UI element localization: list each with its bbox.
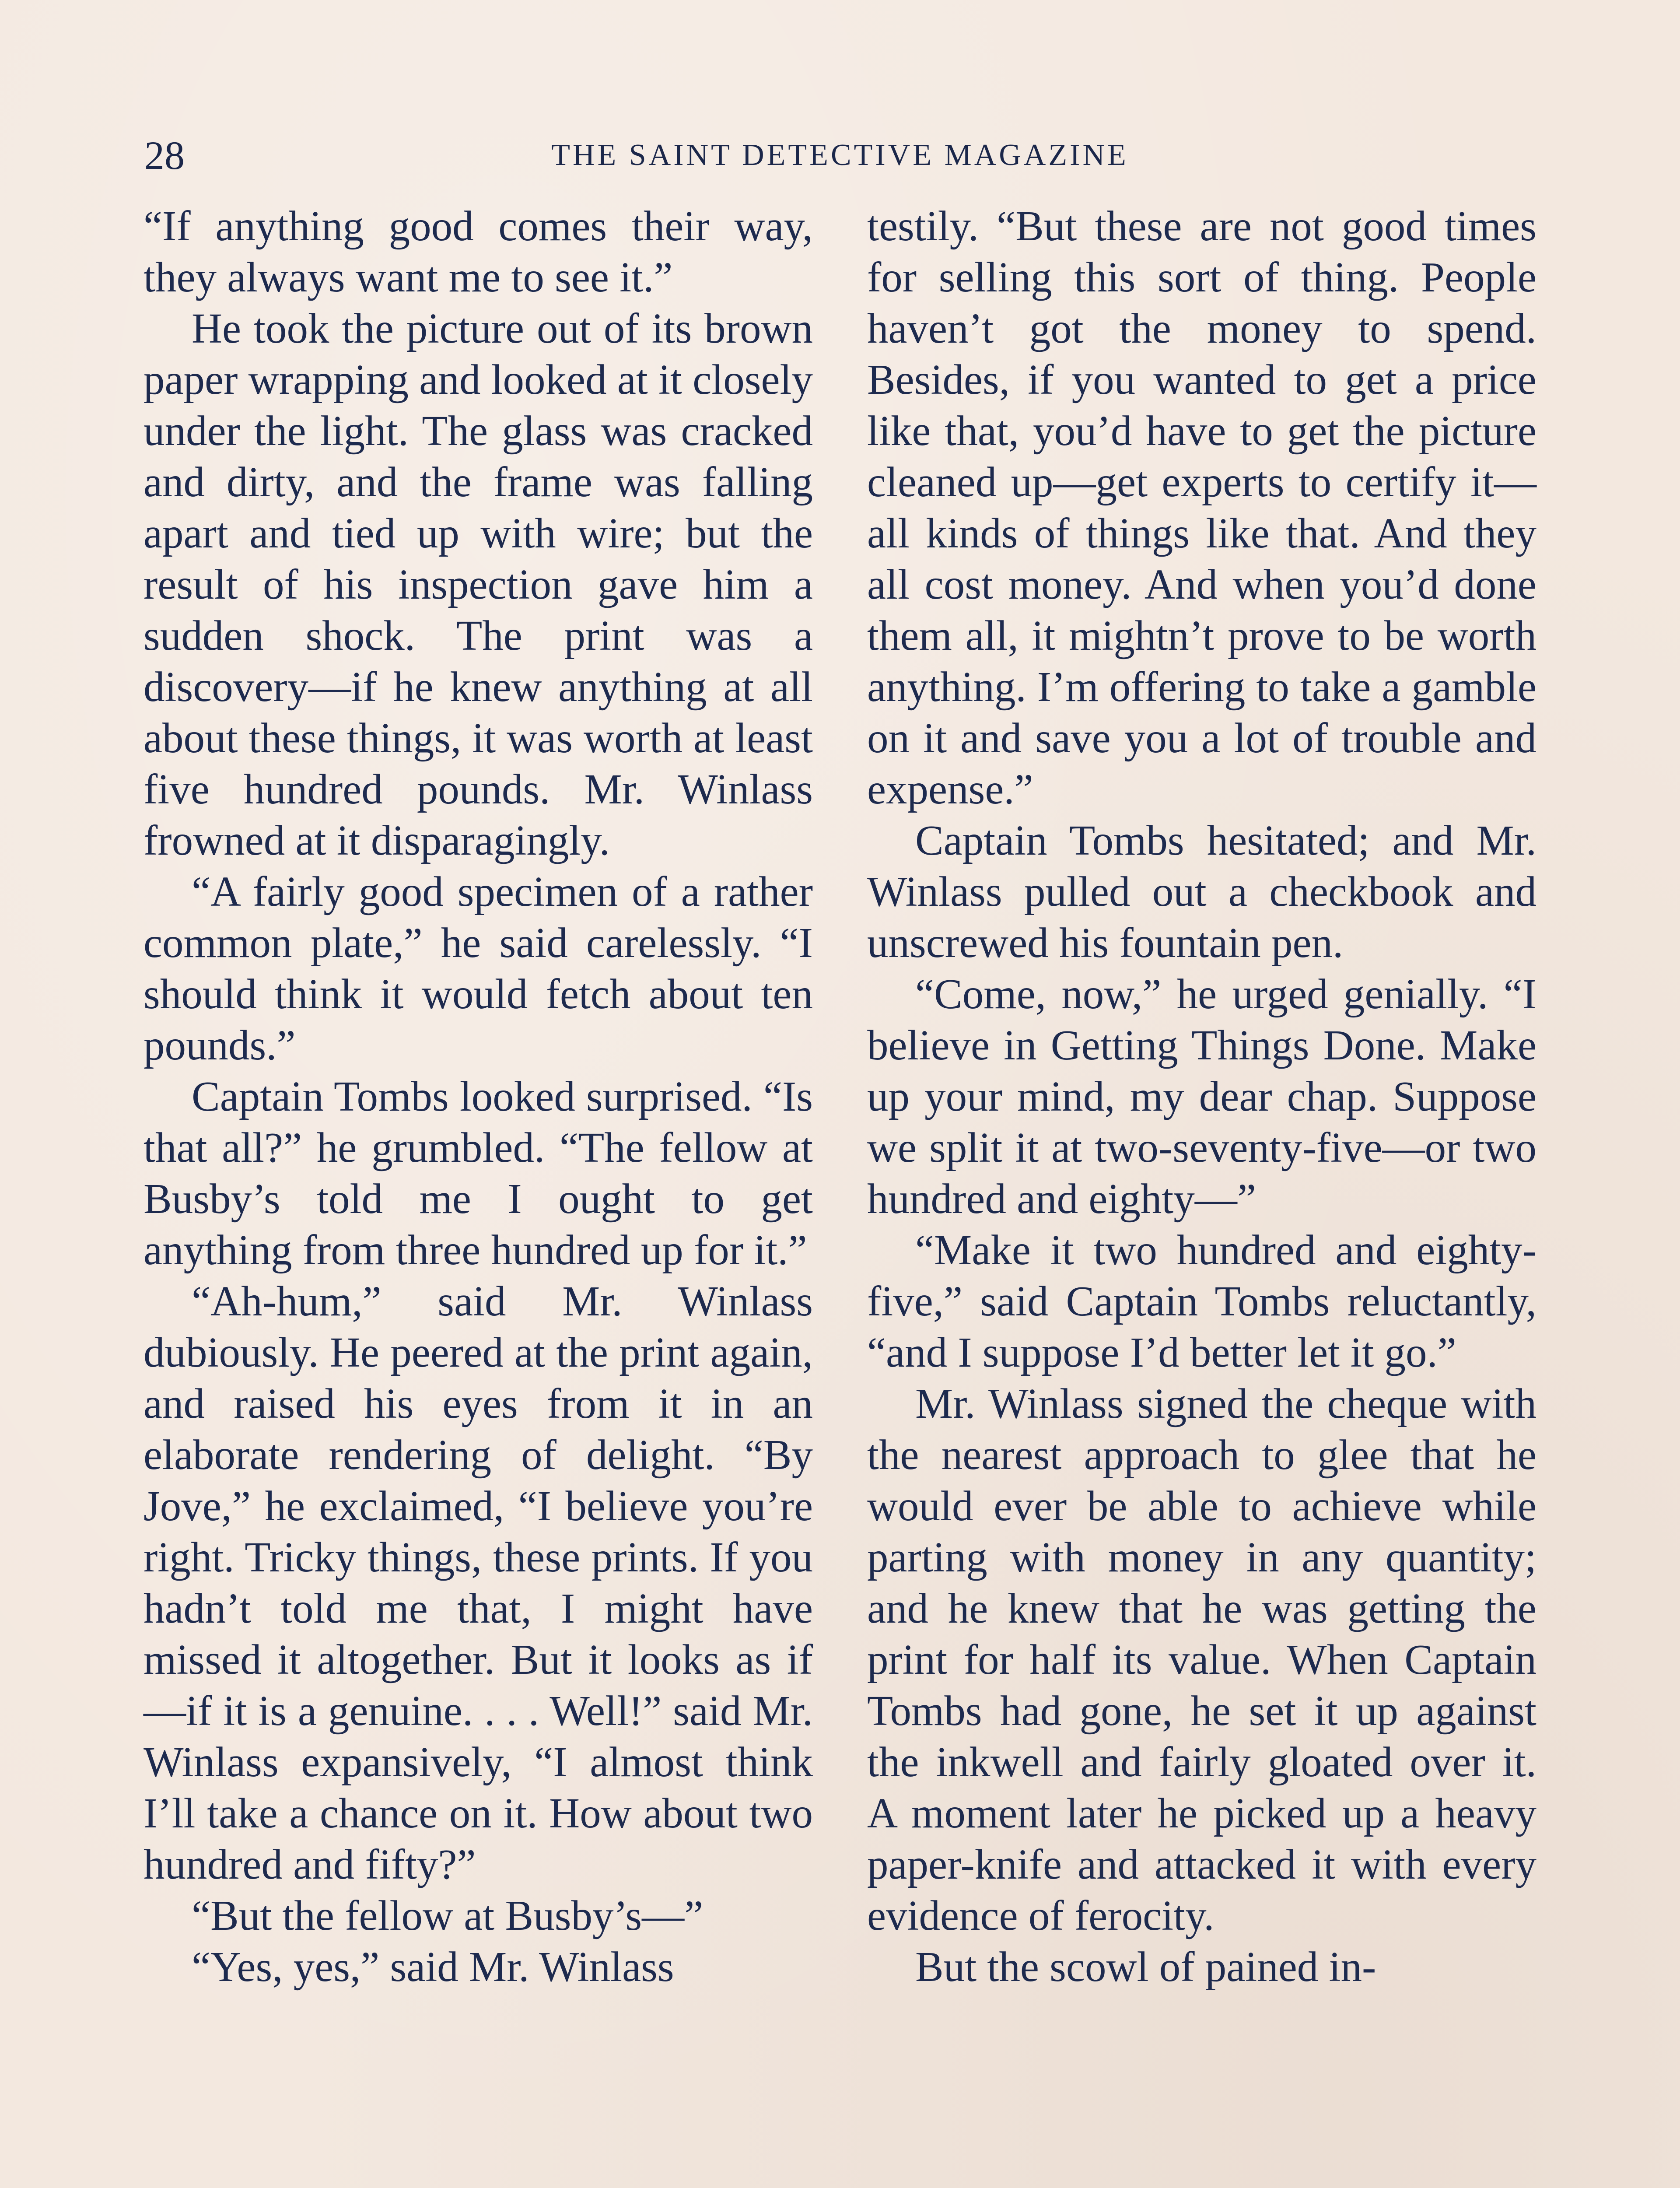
paragraph: “A fairly good specimen of a rather common plate,” he said carelessly. “I should think it would fetch about ten pounds.” [144, 868, 813, 1069]
paragraph: “If anything good comes their way, they always want me to see it.” [144, 203, 813, 301]
paragraph: testily. “But these are not good times for selling this sort of thing. People haven’t got the money to spend. Besides, if you wanted to get a price like that, you’d have to get the picture cleaned up—get experts to certify it—all kinds of things like that. And they all cost money. And when you’d done them all, it mightn’t prove to be worth anything. I’m offering to take a gamble on it and save you a lot of trouble and expense.” [867, 203, 1536, 813]
paragraph: “Make it two hundred and eighty-five,” said Captain Tombs reluctantly, “and I suppose I’d better let it go.” [867, 1227, 1536, 1376]
page-header [144, 131, 1536, 179]
paragraph: Captain Tombs looked surprised. “Is that all?” he grumbled. “The fellow at Busby’s told me I ought to get anything from three hundred up for it.” [144, 1073, 813, 1273]
paragraph: But the scowl of pained in- [915, 1943, 1376, 1990]
paragraph: “Ah-hum,” said Mr. Winlass dubiously. He peered at the print again, and raised his eyes from it in an elaborate rendering of delight. “By Jove,” he exclaimed, “I believe you’re right. Tricky things, these prints. If you hadn’t told me that, I might have missed it altogether. But it looks as if—if it is a genuine. . . . Well!” said Mr. Winlass expansively, “I almost think I’ll take a chance on it. How about two hundred and fifty?” [144, 1278, 813, 1888]
paragraph: “Come, now,” he urged genially. “I believe in Getting Things Done. Make up your mind, my dear chap. Suppose we split it at two-seventy-five—or two hundred and eighty—” [867, 971, 1536, 1222]
page-number: 28 [144, 133, 185, 178]
right-text-column [867, 200, 1536, 1992]
paragraph: “But the fellow at Busby’s—” [192, 1892, 704, 1939]
paragraph: “Yes, yes,” said Mr. Winlass [192, 1943, 674, 1990]
paragraph: Mr. Winlass signed the cheque with the nearest approach to glee that he would ever be able to achieve while parting with money in any quantity; and he knew that he was getting the print for half its value. When Captain Tombs had gone, he set it up against the inkwell and fairly gloated over it. A moment later he picked up a heavy paper-knife and attacked it with every evidence of ferocity. [867, 1380, 1536, 1939]
left-text-column [144, 200, 813, 1992]
paragraph: He took the picture out of its brown paper wrapping and looked at it closely under the light. The glass was cracked and dirty, and the frame was falling apart and tied up with wire; but the result of his inspection gave him a sudden shock. The print was a discovery—if he knew anything at all about these things, it was worth at least five hundred pounds. Mr. Winlass frowned at it disparagingly. [144, 305, 813, 864]
running-title: THE SAINT DETECTIVE MAGAZINE [551, 138, 1129, 172]
paragraph: Captain Tombs hesitated; and Mr. Winlass pulled out a checkbook and unscrewed his fountain pen. [867, 817, 1536, 966]
